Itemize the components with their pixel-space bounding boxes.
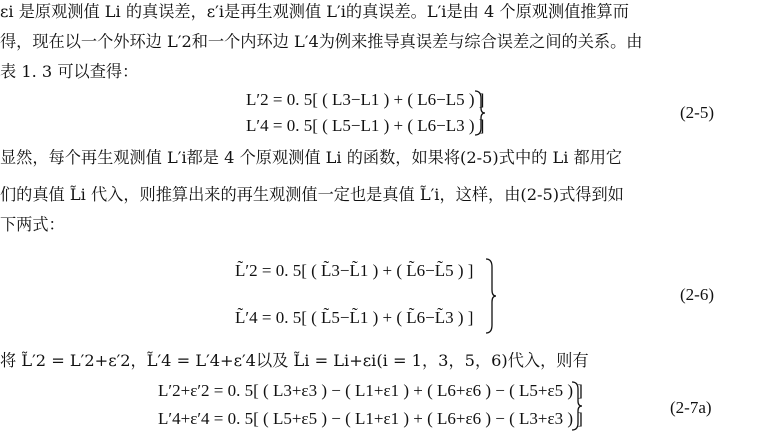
equation-2-6-line1: L̃′2 = 0. 5[ ( L̃3−L̃1 ) + ( L̃6−L̃5 ) ] xyxy=(235,261,474,280)
equation-2-7a-number: (2-7a) xyxy=(670,398,712,417)
equation-2-6-number: (2-6) xyxy=(680,285,714,304)
equation-2-5-right-brace xyxy=(473,90,487,136)
paragraph2-line2: 们的真值 L̃i 代入，则推算出来的再生观测值一定也是真值 L̃′i，这样，由(2-5)式得到如 xyxy=(0,185,624,204)
paragraph1-line2: 得，现在以一个外环边 L′2和一个内环边 L′4为例来推导真误差与综合误差之间的关系。由 xyxy=(0,32,643,51)
equation-2-5-line1: L′2 = 0. 5[ ( L3−L1 ) + ( L6−L5 ) ] xyxy=(246,90,485,109)
paragraph1-line3: 表 1. 3 可以查得： xyxy=(0,62,139,81)
equation-2-6-line2: L̃′4 = 0. 5[ ( L̃5−L̃1 ) + ( L̃6−L̃3 ) ] xyxy=(235,308,474,327)
equation-2-5-number: (2-5) xyxy=(680,103,714,122)
equation-2-7a-line2: L′4+ε′4 = 0. 5[ ( L5+ε5 ) − ( L1+ε1 ) + ( L6+ε6 ) − ( L3+ε3 ) ] xyxy=(158,409,583,428)
paragraph2-line3: 下两式： xyxy=(0,215,65,234)
paragraph2-line1: 显然，每个再生观测值 L′i都是 4 个原观测值 Li 的函数，如果将(2-5)式中的 Li 都用它 xyxy=(0,148,623,167)
equation-2-5-line2: L′4 = 0. 5[ ( L5−L1 ) + ( L6−L3 ) ] xyxy=(246,116,485,135)
equation-2-7a-right-brace xyxy=(570,381,584,431)
equation-2-6-right-brace xyxy=(484,258,498,334)
paragraph3-line1: 将 L̃′2 = L′2+ε′2，L̃′4 = L′4+ε′4以及 L̃i = Li+εi(i = 1，3，5，6)代入，则有 xyxy=(0,351,589,370)
paragraph1-line1: εi 是原观测值 Li 的真误差，ε′i是再生观测值 L′i的真误差。L′i是由 4 个原观测值推算而 xyxy=(0,2,629,21)
equation-2-7a-line1: L′2+ε′2 = 0. 5[ ( L3+ε3 ) − ( L1+ε1 ) + ( L6+ε6 ) − ( L5+ε5 ) ] xyxy=(158,381,583,400)
